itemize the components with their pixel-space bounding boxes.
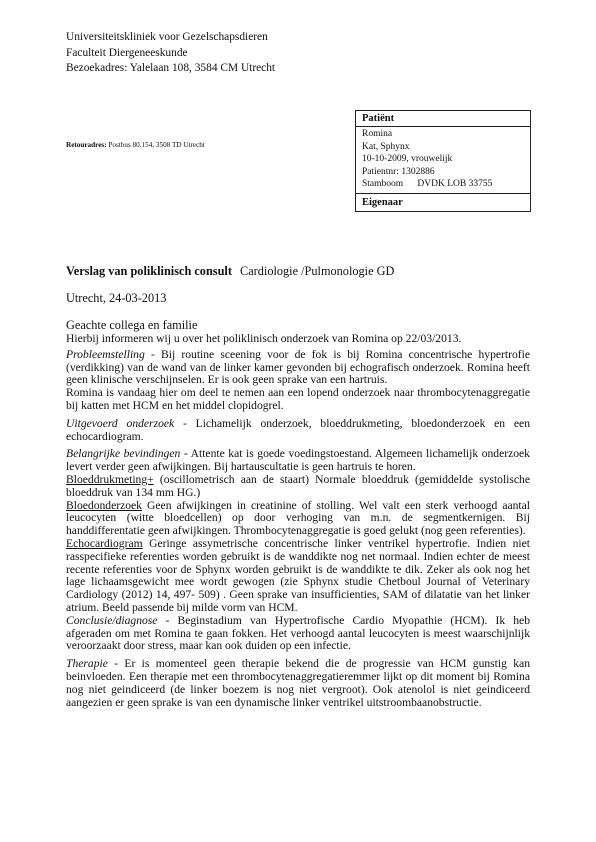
bevindingen-label: Belangrijke bevindingen	[66, 447, 181, 461]
patient-species: Kat, Sphynx	[362, 141, 410, 152]
therapie-label: Therapie	[66, 657, 108, 671]
therapie-text: - Er is momenteel geen therapie bekend die de progressie van HCM gunstig kan beinvloeden. Een therapie met een thrombocytenaggregatieremmer lijkt op dit moment bij Romina nog niet geindiceerd (de linker boezem is nog niet vergroot). Ook atenolol is niet geindiceerd aangezien er geen sprake is van een dynamische linker ventrikel uitstroombaanobstructie.	[66, 657, 530, 709]
bloedonderzoek-paragraph	[66, 500, 530, 538]
patient-pedigree	[362, 178, 492, 191]
letterhead-clinic: Universiteitskliniek voor Gezelschapsdieren	[66, 31, 268, 43]
bloedonderzoek-label: Bloedonderzoek	[66, 498, 142, 512]
report-body	[66, 333, 530, 709]
bloeddruk-paragraph	[66, 474, 530, 500]
return-address-label: Retouradres:	[66, 141, 107, 149]
letterhead	[66, 30, 275, 77]
conclusie-paragraph	[66, 615, 530, 653]
patient-details	[362, 128, 492, 191]
uitgevoerd-paragraph	[66, 418, 530, 444]
patient-box-title: Patiënt	[356, 111, 530, 127]
patient-number: Patientnr: 1302886	[362, 166, 435, 177]
report-department: Cardiologie /Pulmonologie GD	[240, 264, 395, 278]
uitgevoerd-label: Uitgevoerd onderzoek	[66, 416, 175, 430]
return-address	[66, 141, 205, 150]
uitgevoerd-text: - Lichamelijk onderzoek, bloeddrukmeting, bloedonderzoek en een echocardiogram.	[66, 416, 530, 443]
echo-label: Echocardiogram	[66, 536, 143, 550]
probleemstelling-label: Probleemstelling	[66, 347, 145, 361]
echo-paragraph	[66, 538, 530, 615]
letterhead-address: Bezoekadres: Yalelaan 108, 3584 CM Utrecht	[66, 62, 276, 74]
owner-label: Eigenaar	[356, 193, 530, 210]
patient-box	[355, 110, 531, 212]
conclusie-label: Conclusie/diagnose	[66, 613, 158, 627]
patient-birth: 10-10-2009, vrouwelijk	[362, 154, 453, 165]
echo-text: Geringe assymetrische concentrische linker ventrikel hypertrofie. Indien niet rasspecifieke referenties worden gebruikt is de wanddikte nog net normaal. Indien echter de meest recente referenties voor de Sphynx worden gebruikt is de wanddikte te dik. Zeker als ook nog het lage lichaamsgewicht mee wordt gewogen (zie Sphynx studie Chetboul Journal of Veterinary Cardiology (2012) 14, 497- 509) . Geen sprake van insufficienties, SAM of dilatatie van het linker atrium. Beeld passende bij milde vorm van HCM.	[66, 536, 530, 614]
probleemstelling-paragraph-2: Romina is vandaag hier om deel te nemen aan een lopend onderzoek naar thrombocytenaggregatie bij katten met HCM en het middel clopidogrel.	[66, 386, 530, 412]
report-date: Utrecht, 24-03-2013	[66, 291, 167, 305]
probleemstelling-text: - Bij routine sceening voor de fok is bij Romina concentrische hypertrofie (verdikking) van de wand van de linker kamer gevonden bij echografisch onderzoek. Romina heeft geen klinische verschijnselen. Er is ook geen sprake van een hartruis.	[66, 347, 530, 387]
conclusie-text: - Beginstadium van Hypertrofische Cardio Myopathie (HCM). Ik heb afgeraden om met Romina te gaan fokken. Het verhoogd aantal leucocyten is meest waarschijnlijk veroorzaakt door stress, maar kan ook duiden op een infectie.	[66, 613, 530, 653]
return-address-value: Postbus 80.154, 3508 TD Utrecht	[108, 141, 205, 149]
intro-paragraph: Hierbij informeren wij u over het poliklinisch onderzoek van Romina op 22/03/2013.	[66, 332, 462, 345]
greeting: Geachte collega en familie	[66, 318, 198, 332]
probleemstelling-paragraph	[66, 349, 530, 387]
therapie-paragraph	[66, 658, 530, 709]
report-title: Verslag van poliklinisch consult	[66, 264, 232, 278]
pedigree-label: Stamboom	[362, 179, 404, 190]
pedigree-value: DVDK LOB 33755	[417, 179, 493, 190]
letterhead-faculty: Faculteit Diergeneeskunde	[66, 46, 188, 59]
patient-name: Romina	[362, 129, 393, 139]
bloeddruk-label: Bloeddrukmeting+	[66, 472, 154, 486]
bevindingen-paragraph	[66, 448, 530, 474]
bevindingen-text: - Attente kat is goede voedingstoestand. Algemeen lichamelijk onderzoek levert verder geen afwijkingen. Bij hartauscultatie is geen hartruis te horen.	[66, 447, 530, 474]
bloeddruk-text: (oscillometrisch aan de staart) Normale bloeddruk (gemiddelde systolische bloeddruk van 134 mm HG.)	[66, 472, 530, 499]
bloedonderzoek-text: Geen afwijkingen in creatinine of stolling. Wel valt een sterk verhoogd aantal leucocyten (witte bloedcellen) op door verhoging van m.n. de segmentkernigen. Bij handdifferentatie geen afwijkingen. Thrombocytenaggregatie is goed gelukt (nog geen referenties).	[66, 498, 530, 538]
